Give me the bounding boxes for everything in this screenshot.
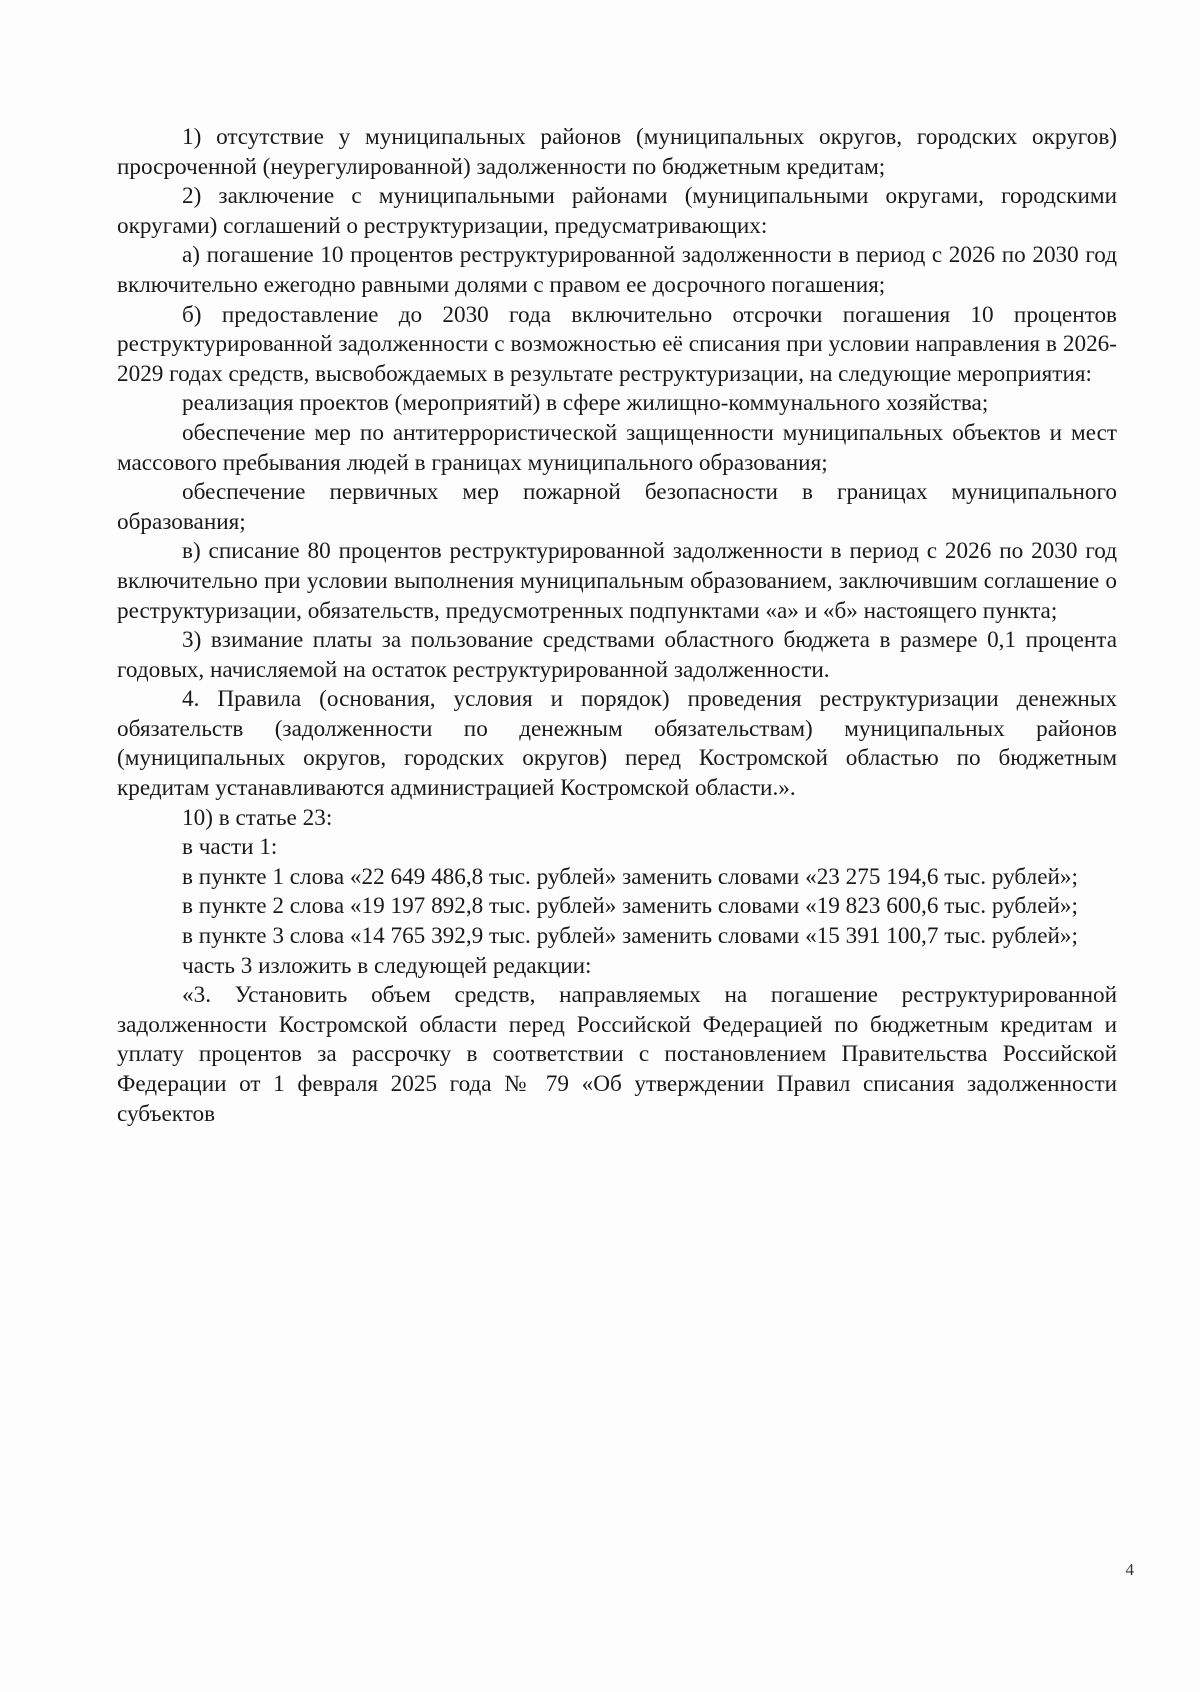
paragraph-16: часть 3 изложить в следующей редакции:: [182, 952, 592, 979]
document-body: [117, 123, 1117, 1129]
paragraph-15: в пункте 3 слова «14 765 392,9 тыс. рублей» заменить словами «15 391 100,7 тыс. рублей»;: [182, 923, 1078, 950]
paragraph-12: в части 1:: [182, 834, 278, 861]
paragraph-14: в пункте 2 слова «19 197 892,8 тыс. рублей» заменить словами «19 823 600,6 тыс. рублей»;: [182, 893, 1078, 920]
paragraph-6: обеспечение мер по антитеррористической защищенности муниципальных объектов и мест массового пребывания людей в границах муниципального образования;: [117, 419, 1117, 476]
page-number: 4: [1125, 1560, 1134, 1579]
paragraph-17: «3. Установить объем средств, направляемых на погашение реструктурированной задолженности Костромской области перед Российской Федерацией по бюджетным кредитам и уплату процентов за рассрочку в соответствии с постановлением Правительства Российской Федерации от 1 февраля 2025 года № 79 «Об утверждении Правил списания задолженности субъектов: [117, 982, 1117, 1127]
paragraph-4: б) предоставление до 2030 года включительно отсрочки погашения 10 процентов реструктурированной задолженности с возможностью её списания при условии направления в 2026-2029 годах средств, высвобождаемых в результате реструктуризации, на следующие мероприятия:: [117, 301, 1117, 387]
paragraph-13: в пункте 1 слова «22 649 486,8 тыс. рублей» заменить словами «23 275 194,6 тыс. рублей»;: [182, 863, 1078, 890]
paragraph-1: 1) отсутствие у муниципальных районов (муниципальных округов, городских округов) просроченной (неурегулированной) задолженности по бюджетным кредитам;: [117, 124, 1117, 180]
paragraph-10: 4. Правила (основания, условия и порядок) проведения реструктуризации денежных обязательств (задолженности по денежным обязательствам) муниципальных районов (муниципальных округов, городских округов) перед Костромской областью по бюджетным кредитам устанавливаются администрацией Костромской области.».: [117, 686, 1117, 802]
paragraph-5: реализация проектов (мероприятий) в сфере жилищно-коммунального хозяйства;: [182, 390, 989, 417]
paragraph-2: 2) заключение с муниципальными районами (муниципальными округами, городскими округами) соглашений о реструктуризации, предусматривающих:: [117, 183, 1117, 239]
paragraph-8: в) списание 80 процентов реструктурированной задолженности в период с 2026 по 2030 год включительно при условии выполнения муниципальным образованием, заключившим соглашение о реструктуризации, обязательств, предусмотренных подпунктами «а» и «б» настоящего пункта;: [117, 538, 1117, 624]
paragraph-7: обеспечение первичных мер пожарной безопасности в границах муниципального образования;: [117, 479, 1117, 535]
paragraph-11: 10) в статье 23:: [182, 804, 333, 831]
paragraph-3: а) погашение 10 процентов реструктурированной задолженности в период с 2026 по 2030 год включительно ежегодно равными долями с правом ее досрочного погашения;: [117, 242, 1117, 298]
paragraph-9: 3) взимание платы за пользование средствами областного бюджета в размере 0,1 процента годовых, начисляемой на остаток реструктурированной задолженности.: [117, 627, 1117, 683]
